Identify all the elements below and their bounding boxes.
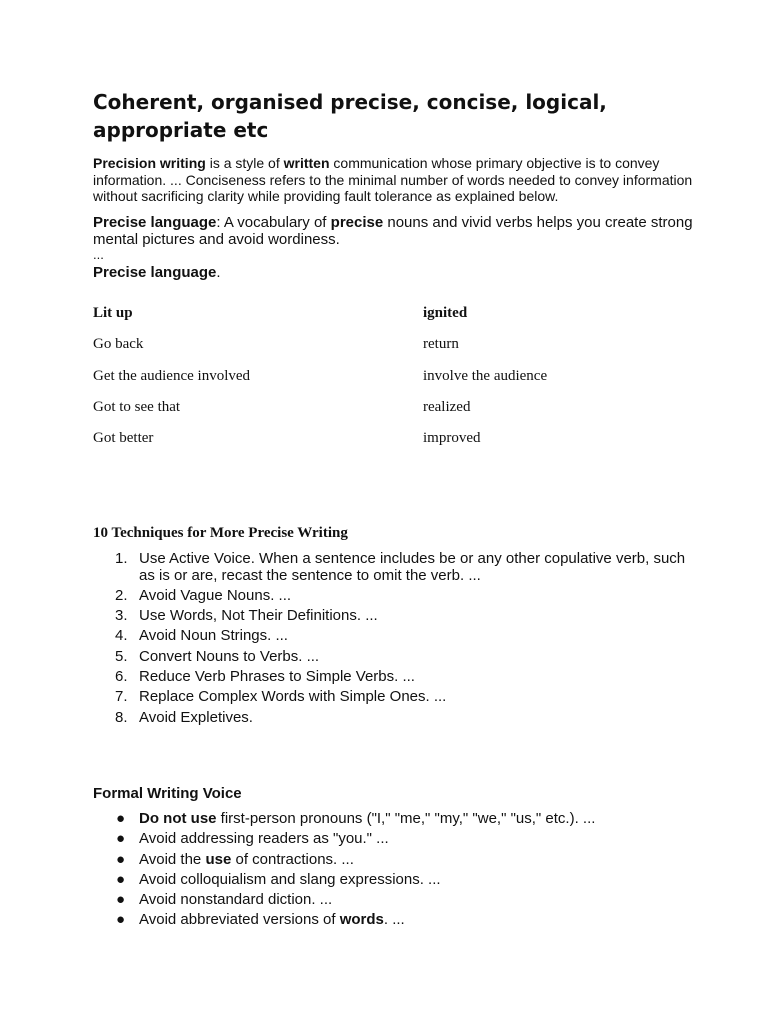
list-item-text: Avoid Expletives.: [139, 708, 253, 726]
techniques-heading: 10 Techniques for More Precise Writing: [93, 525, 348, 541]
precision-writing-paragraph: [93, 155, 693, 205]
table-row: [93, 392, 693, 423]
list-number: 6.: [115, 667, 128, 685]
list-number: 2.: [115, 586, 128, 604]
list-item-text: Avoid nonstandard diction. ...: [139, 891, 333, 909]
list-item-text: Reduce Verb Phrases to Simple Verbs. ...: [139, 667, 415, 685]
formal-voice-list: [93, 811, 693, 933]
bullet-icon: ●: [116, 810, 126, 827]
list-item: [93, 710, 693, 727]
list-item: [93, 649, 693, 666]
list-item: [93, 811, 693, 828]
list-item: [93, 689, 693, 706]
list-item: [93, 872, 693, 889]
list-item-text: Avoid colloquialism and slang expressions. ...: [139, 870, 441, 888]
bold-term: words: [339, 911, 384, 929]
table-cell: Got to see that: [93, 399, 181, 416]
list-item: [93, 608, 693, 625]
list-item-text: Avoid addressing readers as "you." ...: [139, 830, 389, 848]
bullet-icon: ●: [116, 891, 126, 909]
table-row: [93, 423, 693, 454]
precise-language-heading: [93, 264, 221, 282]
list-item-text: Avoid abbreviated versions of: [139, 911, 340, 929]
table-row: [93, 361, 693, 392]
list-number: 3.: [115, 607, 128, 625]
table-cell: improved: [423, 430, 481, 447]
paragraph-text: is a style of: [205, 155, 284, 171]
table-header-cell: ignited: [423, 305, 468, 322]
bullet-icon: ●: [116, 911, 126, 929]
list-item-text: first-person pronouns ("I," "me," "my," "we," "us," etc.). ...: [216, 810, 596, 827]
precise-language-paragraph: [93, 214, 693, 262]
bold-term: Precise language: [93, 214, 217, 231]
bold-term: use: [205, 850, 232, 868]
table-cell: Get the audience involved: [93, 367, 251, 384]
bullet-icon: ●: [116, 870, 126, 888]
list-item-text: Avoid Noun Strings. ...: [139, 627, 288, 645]
paragraph-text: : A vocabulary of: [216, 214, 331, 231]
list-number: 8.: [115, 708, 128, 726]
list-item: [93, 669, 693, 686]
list-item-text: Use Words, Not Their Definitions. ...: [139, 607, 378, 625]
list-item-text: of contractions. ...: [231, 850, 354, 868]
list-item: [93, 588, 693, 605]
table-cell: return: [423, 336, 459, 353]
paragraph-text: nouns and vivid verbs helps you create strong mental pictures and avoid wordiness.: [93, 214, 693, 248]
bullet-icon: ●: [116, 830, 126, 848]
list-item: [93, 831, 693, 848]
table-cell: realized: [423, 399, 471, 416]
table-header-row: [93, 298, 693, 329]
ellipsis: ...: [93, 247, 104, 262]
table-cell: involve the audience: [423, 367, 548, 384]
table-header-cell: Lit up: [93, 305, 133, 322]
list-number: 7.: [115, 688, 128, 706]
paragraph-text: .: [216, 264, 221, 281]
bold-term: Precise language: [93, 264, 217, 281]
bold-term: written: [283, 155, 330, 171]
list-item: [93, 628, 693, 645]
list-item-text: . ...: [383, 911, 405, 929]
bold-term: Precision writing: [93, 155, 206, 171]
synonym-table: [93, 298, 693, 454]
table-cell: Got better: [93, 430, 154, 447]
list-item: [93, 551, 693, 584]
list-item-text: Use Active Voice. When a sentence includes be or any other copulative verb, such as is or are, recast the sentence to omit the verb. ...: [139, 550, 686, 584]
list-item-text: Avoid Vague Nouns. ...: [139, 586, 292, 604]
list-item-text: Replace Complex Words with Simple Ones. ...: [139, 688, 447, 706]
paragraph-text: communication whose primary objective is to convey information. ... Conciseness refers to the minimal number of words needed to convey information without sacrificing clarity while providing fault tolerance as explained below.: [93, 155, 693, 204]
formal-voice-heading: Formal Writing Voice: [93, 785, 242, 802]
list-item-text: Convert Nouns to Verbs. ...: [139, 647, 320, 665]
bold-term: precise: [330, 214, 384, 231]
list-number: 4.: [115, 627, 128, 645]
list-number: 1.: [115, 550, 128, 567]
list-item-text: Avoid the: [139, 850, 206, 868]
list-item: [93, 912, 693, 929]
list-item: [93, 852, 693, 869]
list-number: 5.: [115, 647, 128, 665]
page-title: Coherent, organised precise, concise, logical, appropriate etc: [93, 90, 607, 142]
table-row: [93, 329, 693, 360]
techniques-list: [93, 551, 693, 730]
bold-term: Do not use: [139, 810, 217, 827]
bullet-icon: ●: [116, 850, 126, 868]
table-cell: Go back: [93, 336, 144, 353]
list-item: [93, 892, 693, 909]
